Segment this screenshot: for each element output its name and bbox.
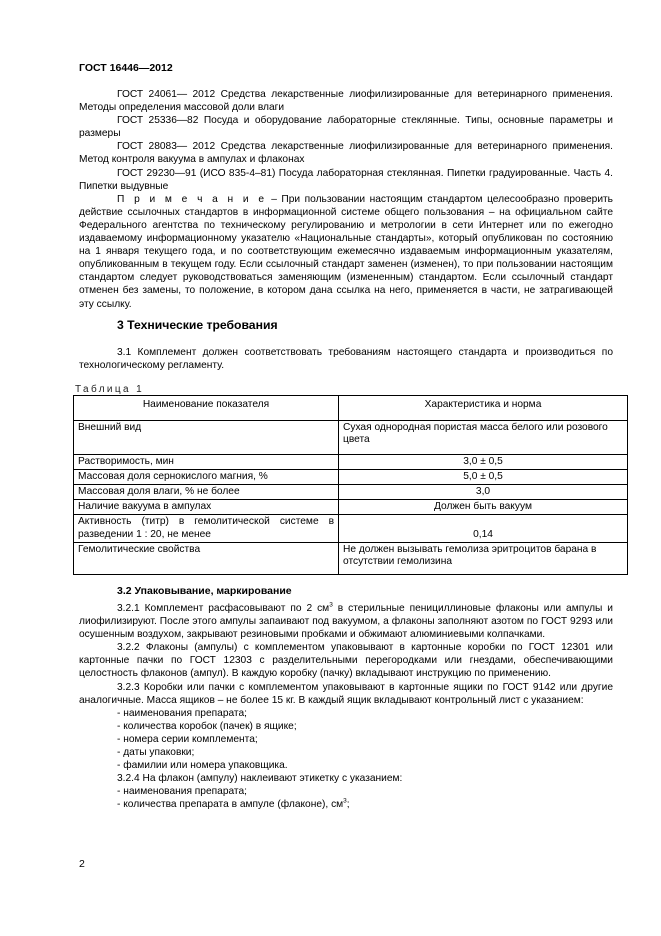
table-cell: Массовая доля влаги, % не более: [74, 485, 339, 500]
list-item: - наименования препарата;: [117, 707, 247, 719]
table-caption: Таблица 1: [75, 384, 145, 395]
table-cell: Наличие вакуума в ампулах: [74, 500, 339, 515]
label-list: [79, 785, 613, 811]
table-row: [74, 421, 628, 454]
table-header-cell: Характеристика и норма: [339, 396, 628, 421]
table-row: [74, 515, 628, 542]
standard-header: ГОСТ 16446—2012: [79, 62, 173, 74]
section32-body: [79, 602, 613, 812]
paragraph-3-2-1: [79, 602, 613, 641]
paragraph-3-2-2: 3.2.2 Флаконы (ампулы) с комплементом упаковывают в картонные коробки по ГОСТ 12301 или картонные пачки по ГОСТ 12303 с разделительными перегородками или гнездами, обеспечивающими целостность флаконов (ампул). В каждую коробку (пачку) вкладывают инструкцию по применению.: [79, 642, 613, 680]
superscript: 3: [343, 798, 347, 806]
page-number: 2: [79, 858, 85, 870]
note-label: П р и м е ч а н и е: [117, 193, 267, 205]
table-row: [74, 454, 628, 469]
table-row: [74, 542, 628, 574]
table-cell: 3,0: [339, 485, 628, 500]
table-row: [74, 485, 628, 500]
paragraph-text: в стерильные пенициллиновые флаконы или ампулы и лиофилизируют. После этого ампулы запаивают под вакуумом, а флаконы заполняют азотом по ГОСТ 9293 или осушенным воздухом, закрывают резиновыми пробками и обжимают алюминиевыми колпачками.: [79, 603, 613, 641]
list-item: - даты упаковки;: [117, 747, 195, 759]
list-item: [79, 798, 613, 811]
section-title: 3 Технические требования: [117, 318, 278, 332]
table-cell: Массовая доля сернокислого магния, %: [74, 469, 339, 484]
note-text: – При пользовании настоящим стандартом целесообразно проверить действие ссылочных стандартов в информационной системе общего пользования – на официальном сайте Федерального агентства по техническому регулированию и метрологии в сети Интернет или по ежегодно издаваемому информационному указателю «Национальные стандарты», который опубликован по состоянию на 1 января текущего года, и по соответствующим ежемесячно издаваемым информационным указателям, опубликованным в текущем году. Если ссылочный стандарт заменен (изменен), то при пользовании настоящим стандартом следует руководствоваться заменяющим (измененным) стандартом. Если ссылочный стандарт отменен без замены, то положение, в котором дана ссылка на него, применяется в части, не затрагивающей эту ссылку.: [79, 193, 613, 310]
table-cell: Активность (титр) в гемолитической системе в разведении 1 : 20, не менее: [74, 515, 339, 542]
references-block: [79, 88, 613, 311]
list-item: - номера серии комплемента;: [117, 733, 258, 745]
section3-body: [79, 346, 613, 372]
checklist: [79, 707, 613, 772]
reference-item: ГОСТ 25336—82 Посуда и оборудование лабораторные стеклянные. Типы, основные параметры и размеры: [79, 115, 613, 140]
note-paragraph: [79, 193, 613, 311]
list-item: - наименования препарата;: [117, 786, 247, 798]
paragraph-3-2-4: 3.2.4 На флакон (ампулу) наклеивают этикетку с указанием:: [117, 773, 403, 785]
subsection-title: 3.2 Упаковывание, маркирование: [117, 585, 292, 597]
paragraph-text: 3.2.1 Комплемент расфасовывают по 2 см: [117, 603, 330, 614]
table-header-row: [74, 396, 628, 421]
paragraph-3-1: 3.1 Комплемент должен соответствовать требованиям настоящего стандарта и производиться по технологическому регламенту.: [79, 347, 613, 372]
table-cell: Сухая однородная пористая масса белого или розового цвета: [339, 421, 628, 454]
list-item: - количества коробок (пачек) в ящике;: [117, 720, 297, 732]
table-cell: Внешний вид: [74, 421, 339, 454]
table-cell: 5,0 ± 0,5: [339, 469, 628, 484]
table-header-cell: Наименование показателя: [74, 396, 339, 421]
reference-item: ГОСТ 24061— 2012 Средства лекарственные лиофилизированные для ветеринарного применения. Методы определения массовой доли влаги: [79, 89, 613, 114]
superscript: 3: [329, 601, 333, 609]
table-row: [74, 469, 628, 484]
table-cell: 0,14: [339, 515, 628, 542]
table-cell: Растворимость, мин: [74, 454, 339, 469]
reference-item: ГОСТ 29230—91 (ИСО 835-4–81) Посуда лабораторная стеклянная. Пипетки градуированные. Часть 4. Пипетки выдувные: [79, 167, 613, 192]
table-cell: Должен быть вакуум: [339, 500, 628, 515]
table-cell: Не должен вызывать гемолиза эритроцитов барана в отсутствии гемолизина: [339, 542, 628, 574]
list-item-text: ;: [346, 799, 350, 811]
table-cell: 3,0 ± 0,5: [339, 454, 628, 469]
paragraph-3-2-3: 3.2.3 Коробки или пачки с комплементом упаковывают в картонные ящики по ГОСТ 9142 или другие аналогичные. Масса ящиков – не более 15 кг. В каждый ящик вкладывают контрольный лист с указанием:: [79, 681, 613, 706]
reference-item: ГОСТ 28083— 2012 Средства лекарственные лиофилизированные для ветеринарного применения. Метод контроля вакуума в ампулах и флаконах: [79, 141, 613, 166]
list-item: - фамилии или номера упаковщика.: [117, 760, 288, 772]
requirements-table: [73, 395, 628, 575]
table-cell: Гемолитические свойства: [74, 542, 339, 574]
table-row: [74, 500, 628, 515]
list-item-text: - количества препарата в ампуле (флаконе), см: [117, 799, 344, 811]
